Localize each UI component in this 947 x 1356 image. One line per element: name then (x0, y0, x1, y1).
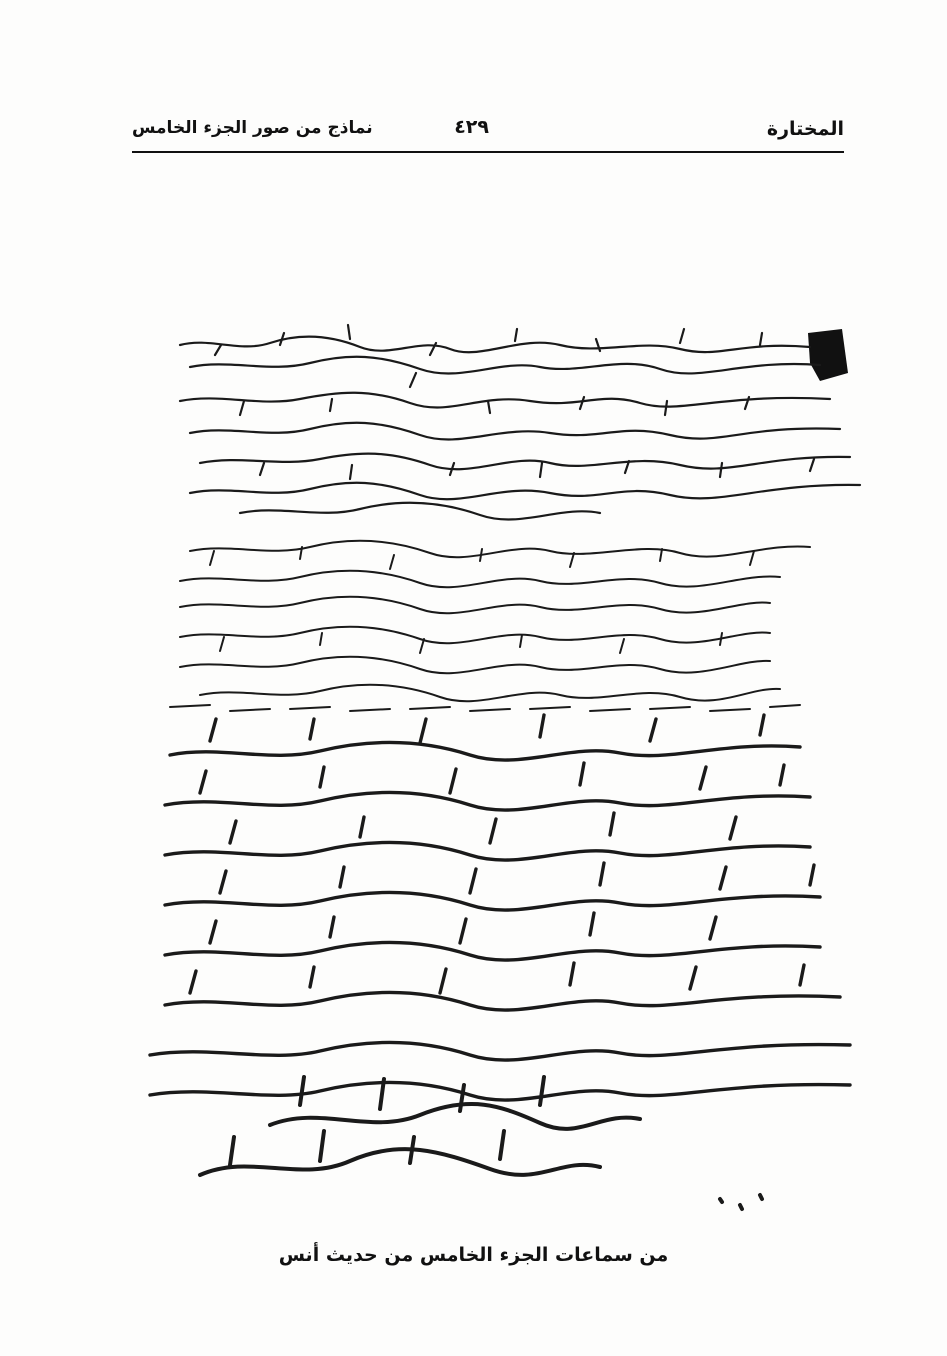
running-head (132, 114, 844, 150)
book-title: المختارة (766, 118, 844, 140)
figure-caption: من سماعات الجزء الخامس من حديث أنس (278, 1244, 669, 1266)
sama-block-1 (180, 325, 860, 519)
separator-dashes (170, 705, 800, 711)
handwriting-scan (120, 315, 865, 1225)
manuscript-image (120, 315, 865, 1225)
sama-block-3 (150, 715, 850, 1100)
header-rule (132, 151, 844, 153)
section-title: نماذج من صور الجزء الخامس (132, 118, 373, 138)
ink-blot (808, 329, 848, 381)
sama-block-2 (180, 541, 810, 701)
page-number: ٤٢٩ (454, 116, 489, 138)
